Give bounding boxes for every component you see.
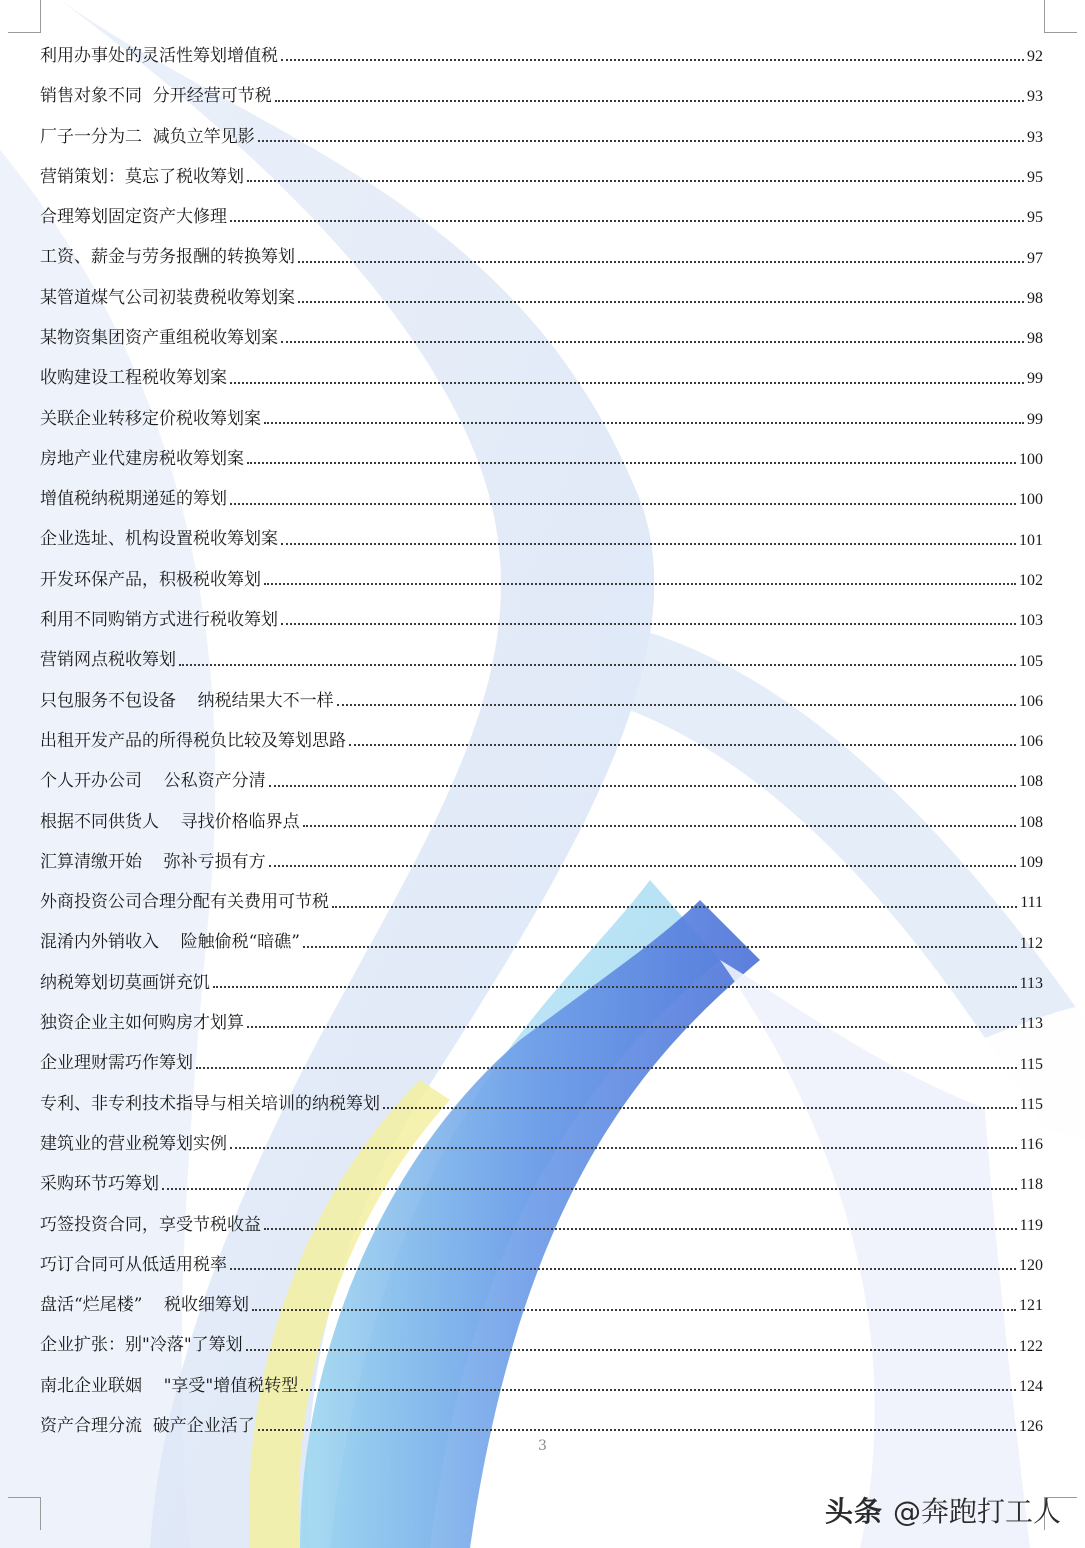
toc-entry[interactable] (40, 1235, 1043, 1275)
toc-entry-title: 外商投资公司合理分配有关费用可节税 (40, 892, 329, 913)
toc-entry-title: 增值税纳税期递延的筹划 (40, 489, 227, 510)
toc-entry-page: 109 (1019, 854, 1043, 872)
toc-entry-page: 113 (1019, 1015, 1043, 1033)
toc-entry[interactable] (40, 389, 1043, 429)
toc-leader-dots (258, 140, 1024, 142)
toc-entry[interactable] (40, 308, 1043, 348)
toc-entry-page: 93 (1027, 88, 1043, 106)
toc-entry-title: 关联企业转移定价税收筹划案 (40, 408, 261, 429)
toc-entry[interactable] (40, 1316, 1043, 1356)
toc-leader-dots (213, 986, 1017, 988)
toc-leader-dots (264, 583, 1016, 585)
toc-entry[interactable] (40, 66, 1043, 106)
toc-leader-dots (246, 1349, 1016, 1351)
toc-entry-page: 121 (1019, 1297, 1043, 1315)
toc-entry[interactable] (40, 671, 1043, 711)
toc-entry-page: 93 (1027, 128, 1043, 146)
toc-entry[interactable] (40, 751, 1043, 791)
toc-entry[interactable] (40, 792, 1043, 832)
toc-entry-page: 102 (1019, 571, 1043, 589)
toc-entry-title: 企业选址、机构设置税收筹划案 (40, 529, 278, 550)
toc-entry[interactable] (40, 1195, 1043, 1235)
corner-mark-top-left (8, 0, 41, 33)
toc-entry-title: 只包服务不包设备 纳税结果大不一样 (40, 690, 334, 711)
toc-entry-title: 根据不同供货人 寻找价格临界点 (40, 811, 300, 832)
toc-entry-title: 营销网点税收筹划 (40, 650, 176, 671)
toc-leader-dots (337, 704, 1016, 706)
toc-leader-dots (269, 865, 1016, 867)
toc-leader-dots (247, 1026, 1017, 1028)
toc-entry-title: 汇算清缴开始 弥补亏损有方 (40, 851, 266, 872)
toc-leader-dots (264, 422, 1024, 424)
toc-entry[interactable] (40, 1275, 1043, 1315)
toc-entry[interactable] (40, 1356, 1043, 1396)
toc-leader-dots (230, 382, 1024, 384)
toc-entry-page: 103 (1019, 612, 1043, 630)
toc-leader-dots (258, 1429, 1016, 1431)
toc-entry-title: 南北企业联姻 "享受"增值税转型 (40, 1375, 299, 1396)
toc-leader-dots (383, 1107, 1017, 1109)
toc-leader-dots (298, 301, 1024, 303)
toc-entry-title: 出租开发产品的所得税负比较及筹划思路 (40, 730, 346, 751)
toc-entry-page: 115 (1019, 1055, 1043, 1073)
toc-entry[interactable] (40, 268, 1043, 308)
corner-mark-top-right (1044, 0, 1077, 33)
toc-entry-title: 收购建设工程税收筹划案 (40, 368, 227, 389)
toc-entry-page: 100 (1019, 491, 1043, 509)
toc-entry[interactable] (40, 147, 1043, 187)
toc-entry-title: 巧订合同可从低适用税率 (40, 1254, 227, 1275)
toc-entry-page: 99 (1027, 370, 1043, 388)
toc-entry-page: 101 (1019, 531, 1043, 549)
toc-leader-dots (230, 220, 1024, 222)
toc-entry-title: 企业理财需巧作筹划 (40, 1053, 193, 1074)
toc-leader-dots (298, 261, 1024, 263)
toc-entry-page: 95 (1027, 169, 1043, 186)
toc-entry[interactable] (40, 429, 1043, 469)
toc-leader-dots (349, 744, 1016, 746)
toc-leader-dots (247, 180, 1024, 182)
toc-entry[interactable] (40, 348, 1043, 388)
watermark (825, 1490, 1061, 1530)
toc-entry[interactable] (40, 590, 1043, 630)
toc-entry-page: 112 (1019, 934, 1043, 952)
toc-entry-title: 个人开办公司 公私资产分清 (40, 771, 266, 792)
toc-entry-page: 116 (1019, 1136, 1043, 1154)
toc-entry[interactable] (40, 469, 1043, 509)
toc-entry-page: 108 (1019, 773, 1043, 791)
toc-entry-page: 97 (1027, 249, 1043, 267)
toc-entry-title: 营销策划：莫忘了税收筹划 (40, 166, 244, 187)
toc-entry-page: 115 (1019, 1095, 1043, 1113)
toc-leader-dots (301, 1389, 1016, 1391)
toc-entry[interactable] (40, 1033, 1043, 1073)
toc-entry-title: 某管道煤气公司初装费税收筹划案 (40, 287, 295, 308)
toc-entry-title: 巧签投资合同，享受节税收益 (40, 1214, 261, 1235)
toc-entry-title: 采购环节巧筹划 (40, 1174, 159, 1195)
toc-entry-title: 开发环保产品，积极税收筹划 (40, 569, 261, 590)
toc-entry-page: 98 (1027, 289, 1043, 307)
toc-leader-dots (275, 100, 1024, 102)
toc-entry-title: 企业扩张：别"冷落"了筹划 (40, 1335, 243, 1356)
toc-entry-page: 105 (1019, 652, 1043, 670)
toc-leader-dots (247, 462, 1016, 464)
toc-entry[interactable] (40, 187, 1043, 227)
toc-entry-title: 建筑业的营业税筹划实例 (40, 1133, 227, 1154)
toc-entry-page: 92 (1027, 48, 1043, 66)
toc-leader-dots (281, 341, 1024, 343)
toc-entry[interactable] (40, 550, 1043, 590)
toc-entry-page: 119 (1019, 1216, 1043, 1234)
toc-entry-page: 120 (1019, 1257, 1043, 1275)
toc-leader-dots (230, 503, 1016, 505)
toc-entry-title: 利用办事处的灵活性筹划增值税 (40, 45, 278, 66)
toc-entry-page: 98 (1027, 330, 1043, 348)
toc-entry-title: 独资企业主如何购房才划算 (40, 1013, 244, 1034)
toc-entry[interactable] (40, 832, 1043, 872)
toc-entry[interactable] (40, 953, 1043, 993)
toc-leader-dots (281, 623, 1016, 625)
toc-leader-dots (303, 825, 1016, 827)
toc-entry-title: 销售对象不同 分开经营可节税 (40, 86, 272, 107)
toc-entry-title: 混淆内外销收入 险触偷税“暗礁” (40, 932, 300, 953)
toc-entry[interactable] (40, 711, 1043, 751)
toc-entry[interactable] (40, 227, 1043, 267)
toc-leader-dots (281, 59, 1024, 61)
toc-entry[interactable] (40, 913, 1043, 953)
toc-entry-title: 资产合理分流 破产企业活了 (40, 1416, 255, 1436)
toc-entry[interactable] (40, 26, 1043, 66)
toc-entry-title: 某物资集团资产重组税收筹划案 (40, 327, 278, 348)
toc-entry-title: 厂子一分为二 减负立竿见影 (40, 126, 255, 147)
toc-leader-dots (230, 1147, 1017, 1149)
table-of-contents (40, 26, 1043, 1436)
toc-entry[interactable] (40, 510, 1043, 550)
toc-leader-dots (252, 1309, 1016, 1311)
corner-mark-bottom-left (8, 1497, 41, 1530)
toc-entry-page: 108 (1019, 813, 1043, 831)
toc-entry[interactable] (40, 630, 1043, 670)
page-number: 3 (538, 1438, 547, 1454)
toc-entry-page: 113 (1019, 974, 1043, 992)
watermark-handle: @奔跑打工人 (892, 1495, 1061, 1528)
toc-entry[interactable] (40, 1114, 1043, 1154)
toc-entry[interactable] (40, 1396, 1043, 1436)
toc-leader-dots (162, 1188, 1017, 1190)
toc-entry[interactable] (40, 872, 1043, 912)
toc-entry-title: 盘活“烂尾楼” 税收细筹划 (40, 1295, 249, 1316)
toc-entry[interactable] (40, 107, 1043, 147)
toc-entry-page: 95 (1027, 209, 1043, 227)
toc-entry-page: 100 (1019, 451, 1043, 469)
toc-entry-title: 合理筹划固定资产大修理 (40, 207, 227, 228)
toc-entry-page: 118 (1019, 1176, 1043, 1194)
toc-entry[interactable] (40, 1074, 1043, 1114)
toc-leader-dots (264, 1228, 1017, 1230)
toc-leader-dots (179, 664, 1016, 666)
toc-entry-page: 111 (1020, 894, 1043, 912)
toc-entry-page: 126 (1019, 1418, 1043, 1436)
toc-entry-title: 专利、非专利技术指导与相关培训的纳税筹划 (40, 1093, 380, 1114)
toc-entry-page: 106 (1019, 692, 1043, 710)
toc-entry-title: 利用不同购销方式进行税收筹划 (40, 610, 278, 631)
toc-entry-title: 房地产业代建房税收筹划案 (40, 448, 244, 469)
toc-entry[interactable] (40, 1154, 1043, 1194)
toc-entry-page: 99 (1027, 410, 1043, 428)
watermark-platform: 头条 (824, 1495, 883, 1528)
toc-entry-page: 124 (1019, 1377, 1043, 1395)
toc-entry-page: 106 (1019, 733, 1043, 751)
toc-leader-dots (332, 906, 1017, 908)
toc-leader-dots (281, 543, 1016, 545)
toc-leader-dots (230, 1268, 1016, 1270)
toc-leader-dots (196, 1067, 1017, 1069)
toc-leader-dots (303, 946, 1017, 948)
toc-entry-title: 工资、薪金与劳务报酬的转换筹划 (40, 247, 295, 268)
toc-entry-title: 纳税筹划切莫画饼充饥 (40, 972, 210, 993)
toc-entry[interactable] (40, 993, 1043, 1033)
toc-leader-dots (269, 785, 1016, 787)
toc-entry-page: 122 (1019, 1337, 1043, 1355)
